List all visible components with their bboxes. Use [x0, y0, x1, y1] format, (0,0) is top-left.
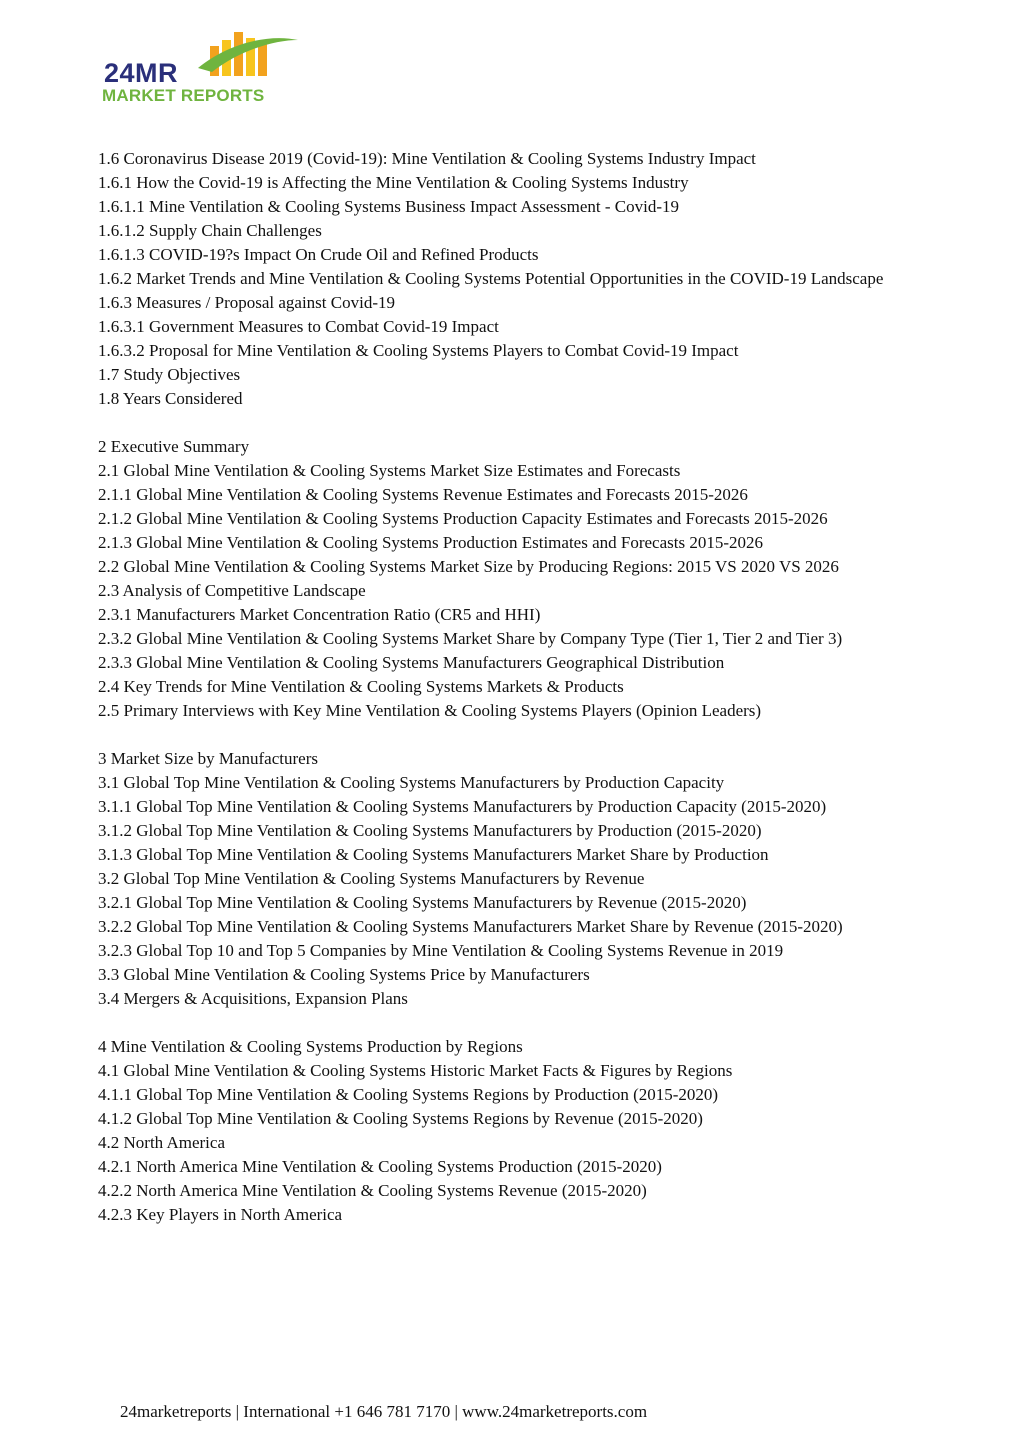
- toc-entry: 3.3 Global Mine Ventilation & Cooling Systems Price by Manufacturers: [98, 965, 590, 984]
- table-of-contents: [98, 147, 926, 1227]
- toc-entry: 2.1.3 Global Mine Ventilation & Cooling Systems Production Estimates and Forecasts 2015-2026: [98, 533, 764, 552]
- toc-entry: 4.1.1 Global Top Mine Ventilation & Cooling Systems Regions by Production (2015-2020): [98, 1085, 719, 1104]
- toc-entry: 1.6.3.2 Proposal for Mine Ventilation & Cooling Systems Players to Combat Covid-19 Impact: [98, 341, 739, 360]
- toc-entry: 3.1 Global Top Mine Ventilation & Cooling Systems Manufacturers by Production Capacity: [98, 773, 725, 792]
- toc-entry: 2.1 Global Mine Ventilation & Cooling Systems Market Size Estimates and Forecasts: [98, 461, 681, 480]
- toc-entry: 4.1 Global Mine Ventilation & Cooling Systems Historic Market Facts & Figures by Regions: [98, 1061, 733, 1080]
- toc-entry: 3.2.2 Global Top Mine Ventilation & Cooling Systems Manufacturers Market Share by Revenue (2015-2020): [98, 917, 843, 936]
- toc-entry: 4.2.2 North America Mine Ventilation & Cooling Systems Revenue (2015-2020): [98, 1181, 647, 1200]
- toc-entry: 2.3.3 Global Mine Ventilation & Cooling Systems Manufacturers Geographical Distribution: [98, 653, 725, 672]
- toc-entry: 1.6.3.1 Government Measures to Combat Covid-19 Impact: [98, 317, 499, 336]
- toc-entry: 3.2 Global Top Mine Ventilation & Cooling Systems Manufacturers by Revenue: [98, 869, 645, 888]
- toc-entry: 3.1.3 Global Top Mine Ventilation & Cooling Systems Manufacturers Market Share by Production: [98, 845, 769, 864]
- toc-entry: 2.3 Analysis of Competitive Landscape: [98, 581, 366, 600]
- toc-entry: 1.6.1 How the Covid-19 is Affecting the Mine Ventilation & Cooling Systems Industry: [98, 173, 689, 192]
- toc-entry: 3.2.3 Global Top 10 and Top 5 Companies by Mine Ventilation & Cooling Systems Revenue in 2019: [98, 941, 784, 960]
- toc-entry: 3.1.1 Global Top Mine Ventilation & Cooling Systems Manufacturers by Production Capacity (2015-2020): [98, 797, 827, 816]
- toc-entry: 1.6.3 Measures / Proposal against Covid-19: [98, 293, 395, 312]
- toc-entry: 3.4 Mergers & Acquisitions, Expansion Plans: [98, 989, 408, 1008]
- toc-entry: 1.8 Years Considered: [98, 389, 243, 408]
- toc-entry: 3.1.2 Global Top Mine Ventilation & Cooling Systems Manufacturers by Production (2015-2020): [98, 821, 762, 840]
- company-logo: [100, 28, 310, 108]
- toc-entry: 4.1.2 Global Top Mine Ventilation & Cooling Systems Regions by Revenue (2015-2020): [98, 1109, 703, 1128]
- toc-entry: 2.2 Global Mine Ventilation & Cooling Systems Market Size by Producing Regions: 2015 VS 2020 VS 2026: [98, 557, 839, 576]
- toc-section-1: [98, 147, 926, 411]
- toc-entry: 1.6 Coronavirus Disease 2019 (Covid-19): Mine Ventilation & Cooling Systems Industry Impact: [98, 149, 756, 168]
- toc-entry: 4.2.1 North America Mine Ventilation & Cooling Systems Production (2015-2020): [98, 1157, 662, 1176]
- toc-entry: 2.4 Key Trends for Mine Ventilation & Cooling Systems Markets & Products: [98, 677, 624, 696]
- toc-entry: 1.6.2 Market Trends and Mine Ventilation & Cooling Systems Potential Opportunities in the COVID-19 Landscape: [98, 269, 884, 288]
- toc-entry: 2 Executive Summary: [98, 437, 250, 456]
- toc-entry: 1.6.1.1 Mine Ventilation & Cooling Systems Business Impact Assessment - Covid-19: [98, 197, 679, 216]
- toc-entry: 1.6.1.3 COVID-19?s Impact On Crude Oil and Refined Products: [98, 245, 539, 264]
- toc-entry: 4 Mine Ventilation & Cooling Systems Production by Regions: [98, 1037, 523, 1056]
- toc-section-4: [98, 1035, 926, 1227]
- toc-entry: 1.6.1.2 Supply Chain Challenges: [98, 221, 322, 240]
- toc-entry: 2.3.1 Manufacturers Market Concentration Ratio (CR5 and HHI): [98, 605, 541, 624]
- toc-entry: 4.2 North America: [98, 1133, 225, 1152]
- toc-entry: 2.1.2 Global Mine Ventilation & Cooling Systems Production Capacity Estimates and Forecasts 2015-2026: [98, 509, 828, 528]
- toc-entry: 2.5 Primary Interviews with Key Mine Ventilation & Cooling Systems Players (Opinion Leaders): [98, 701, 762, 720]
- toc-entry: 3.2.1 Global Top Mine Ventilation & Cooling Systems Manufacturers by Revenue (2015-2020): [98, 893, 747, 912]
- toc-entry: 1.7 Study Objectives: [98, 365, 241, 384]
- toc-entry: 2.3.2 Global Mine Ventilation & Cooling Systems Market Share by Company Type (Tier 1, Tier 2 and Tier 3): [98, 629, 843, 648]
- footer-contact-text: 24marketreports | International +1 646 781 7170 | www.24marketreports.com: [120, 1402, 648, 1421]
- toc-section-2: [98, 435, 926, 723]
- toc-section-3: [98, 747, 926, 1011]
- toc-entry: 3 Market Size by Manufacturers: [98, 749, 318, 768]
- toc-entry: 4.2.3 Key Players in North America: [98, 1205, 343, 1224]
- logo-text-secondary: MARKET REPORTS: [102, 86, 265, 105]
- toc-entry: 2.1.1 Global Mine Ventilation & Cooling Systems Revenue Estimates and Forecasts 2015-2026: [98, 485, 748, 504]
- logo-text-primary: 24MR: [104, 58, 179, 88]
